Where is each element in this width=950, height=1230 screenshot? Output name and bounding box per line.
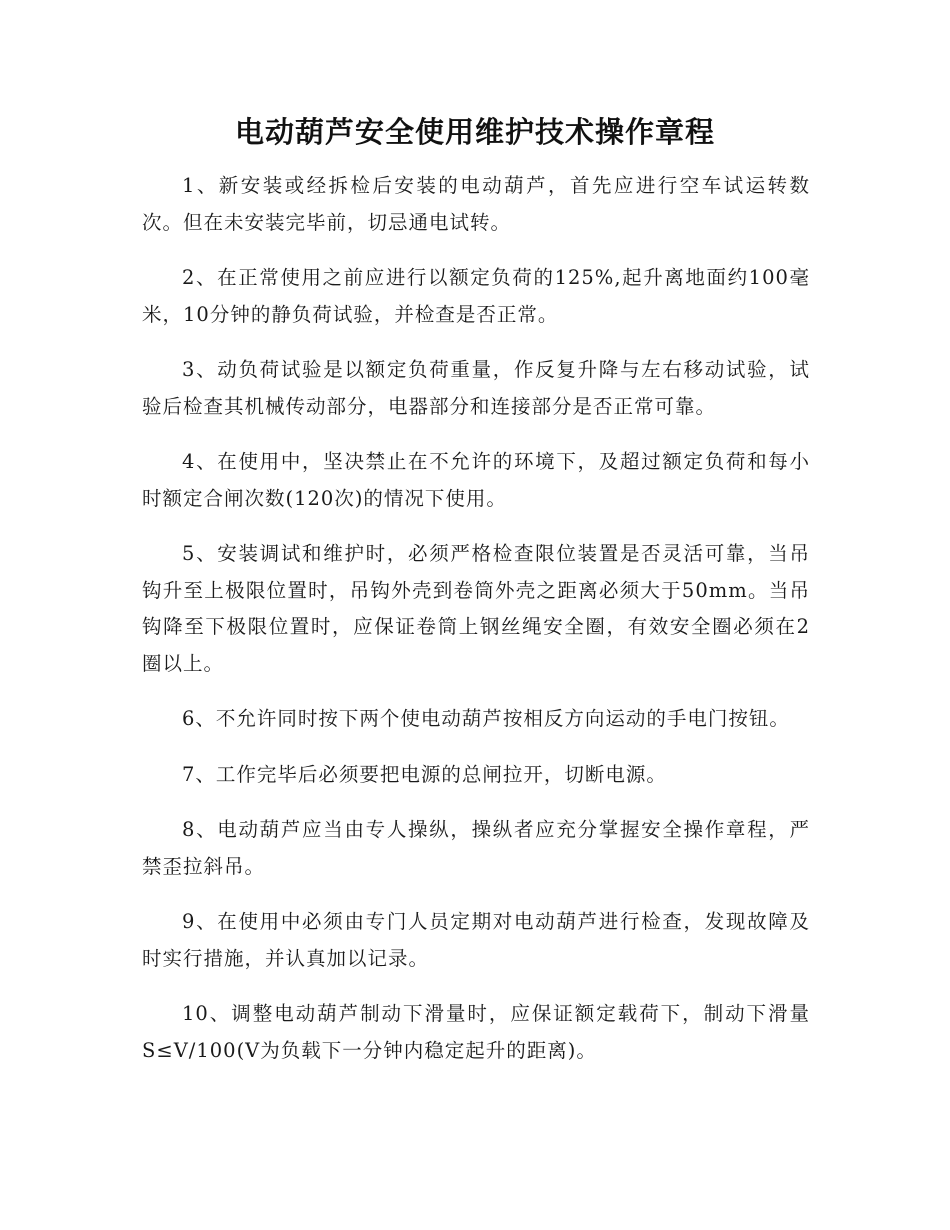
paragraph-10: 10、调整电动葫芦制动下滑量时，应保证额定载荷下，制动下滑量S≤V/100(V为负载下一分钟内稳定起升的距离)。: [142, 1002, 810, 1062]
paragraph-2: 2、在正常使用之前应进行以额定负荷的125%,起升离地面约100毫米，10分钟的静负荷试验，并检查是否正常。: [142, 266, 810, 326]
paragraph-5: 5、安装调试和维护时，必须严格检查限位装置是否灵活可靠，当吊钩升至上极限位置时，吊钩外壳到卷筒外壳之距离必须大于50mm。当吊钩降至下极限位置时，应保证卷筒上钢丝绳安全圈，有效安全圈必须在2圈以上。: [142, 542, 810, 675]
paragraph-3: 3、动负荷试验是以额定负荷重量，作反复升降与左右移动试验，试验后检查其机械传动部分，电器部分和连接部分是否正常可靠。: [142, 358, 810, 418]
paragraph-7: 7、工作完毕后必须要把电源的总闸拉开，切断电源。: [182, 762, 667, 786]
paragraph-6: 6、不允许同时按下两个使电动葫芦按相反方向运动的手电门按钮。: [182, 707, 790, 730]
document-body: [142, 168, 810, 1088]
document-title: 电动葫芦安全使用维护技术操作章程: [234, 115, 715, 149]
paragraph-1: 1、新安装或经拆检后安装的电动葫芦，首先应进行空车试运转数次。但在未安装完毕前，切忌通电试转。: [142, 174, 810, 234]
paragraph-8: 8、电动葫芦应当由专人操纵，操纵者应充分掌握安全操作章程，严禁歪拉斜吊。: [142, 818, 810, 878]
paragraph-9: 9、在使用中必须由专门人员定期对电动葫芦进行检查，发现故障及时实行措施，并认真加以记录。: [142, 910, 810, 970]
paragraph-4: 4、在使用中，坚决禁止在不允许的环境下，及超过额定负荷和每小时额定合闸次数(120次)的情况下使用。: [142, 450, 810, 510]
